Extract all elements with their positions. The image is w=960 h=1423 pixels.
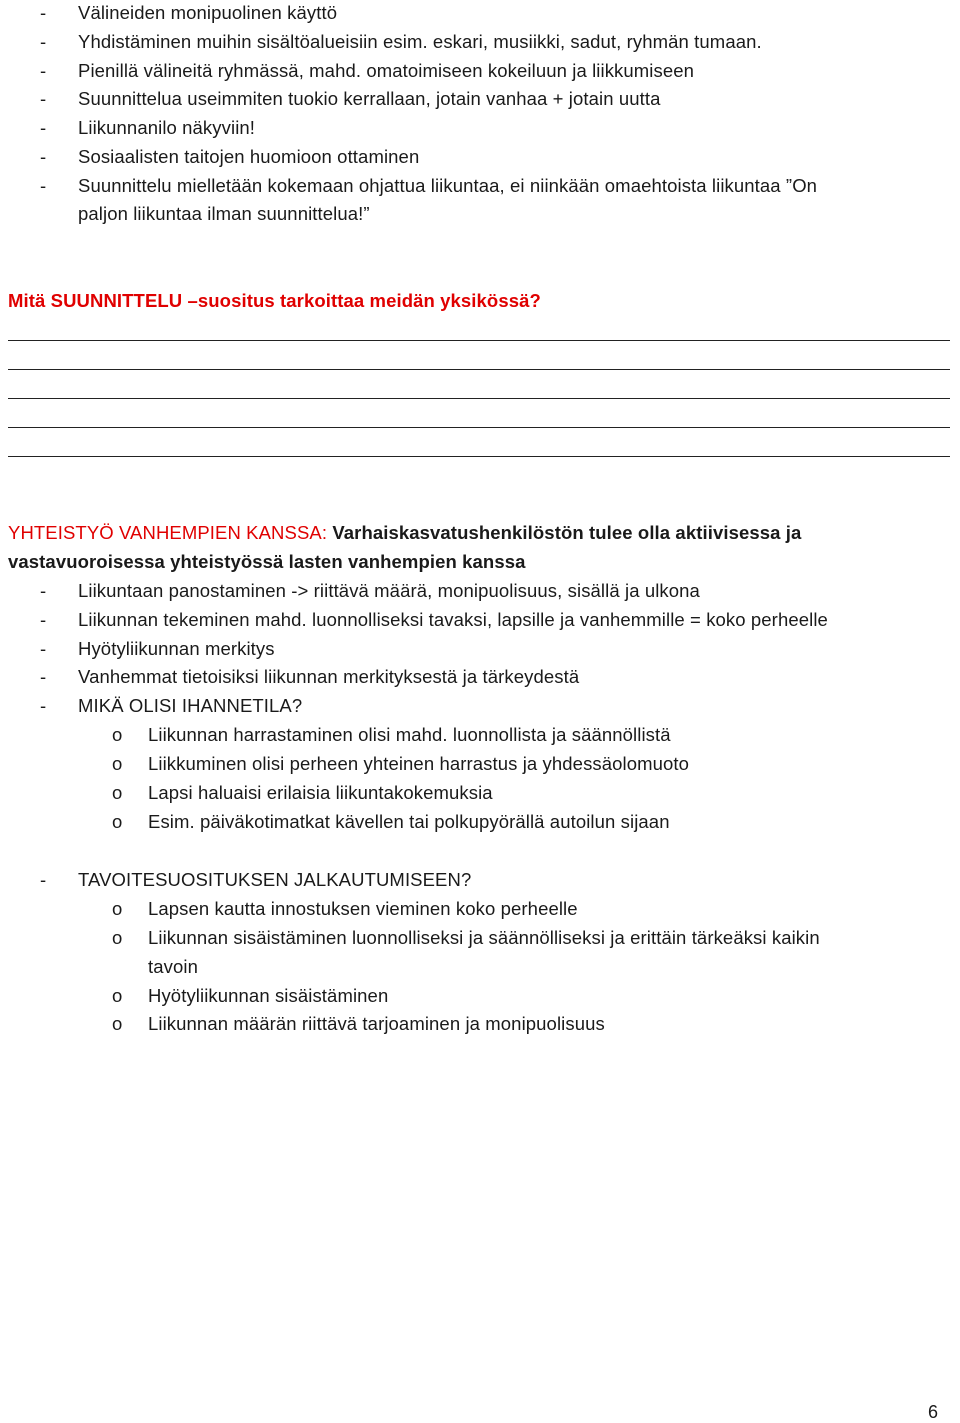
bullet-marker: o	[112, 898, 123, 919]
cooperation-label: YHTEISTYÖ VANHEMPIEN KANSSA:	[8, 522, 328, 543]
cooperation-intro	[8, 522, 801, 544]
question-heading: Mitä SUUNNITTELU –suositus tarkoittaa meidän yksikössä?	[8, 290, 541, 311]
list-item-text: Välineiden monipuolinen käyttö	[78, 2, 338, 23]
list-item-text: Yhdistäminen muihin sisältöalueisiin esim. eskari, musiikki, sadut, ryhmän tumaan.	[78, 31, 762, 52]
sub-list-item-text: tavoin	[148, 956, 198, 977]
dash-marker: -	[40, 88, 47, 109]
list-item-text: Liikunnanilo näkyviin!	[78, 117, 256, 138]
sub-list-item-text: Esim. päiväkotimatkat kävellen tai polkupyörällä autoilun sijaan	[148, 811, 670, 832]
sub-list-item-text: Liikunnan määrän riittävä tarjoaminen ja monipuolisuus	[148, 1013, 605, 1034]
list-item-text: Suunnittelu mielletään kokemaan ohjattua liikuntaa, ei niinkään omaehtoista liikuntaa ”On	[78, 175, 818, 196]
dash-marker: -	[40, 175, 47, 196]
list-item-text: MIKÄ OLISI IHANNETILA?	[78, 695, 303, 716]
list-item-text: TAVOITESUOSITUKSEN JALKAUTUMISEEN?	[78, 869, 472, 890]
answer-line	[8, 340, 950, 341]
list-item-text: Pienillä välineitä ryhmässä, mahd. omatoimiseen kokeiluun ja liikkumiseen	[78, 60, 695, 81]
list-item-text: Liikuntaan panostaminen -> riittävä määrä, monipuolisuus, sisällä ja ulkona	[78, 580, 700, 601]
bullet-marker: o	[112, 782, 123, 803]
answer-line	[8, 427, 950, 428]
dash-marker: -	[40, 146, 47, 167]
sub-list-item-text: Lapsi haluaisi erilaisia liikuntakokemuksia	[148, 782, 493, 803]
dash-marker: -	[40, 869, 47, 890]
dash-marker: -	[40, 695, 47, 716]
dash-marker: -	[40, 666, 47, 687]
bullet-marker: o	[112, 811, 123, 832]
dash-marker: -	[40, 31, 47, 52]
sub-list-item-text: Liikunnan harrastaminen olisi mahd. luonnollista ja säännöllistä	[148, 724, 671, 745]
sub-list-item-text: Lapsen kautta innostuksen vieminen koko perheelle	[148, 898, 578, 919]
bullet-marker: o	[112, 927, 123, 948]
dash-marker: -	[40, 609, 47, 630]
list-item-text: Suunnittelua useimmiten tuokio kerrallaan, jotain vanhaa + jotain uutta	[78, 88, 661, 109]
bullet-marker: o	[112, 1013, 123, 1034]
list-item-text: Vanhemmat tietoisiksi liikunnan merkityksestä ja tärkeydestä	[78, 666, 580, 687]
dash-marker: -	[40, 580, 47, 601]
answer-line	[8, 398, 950, 399]
list-item-text: paljon liikuntaa ilman suunnittelua!”	[78, 203, 370, 224]
bullet-marker: o	[112, 724, 123, 745]
answer-line	[8, 369, 950, 370]
list-item-text: Liikunnan tekeminen mahd. luonnolliseksi tavaksi, lapsille ja vanhemmille = koko perheelle	[78, 609, 828, 630]
bullet-marker: o	[112, 985, 123, 1006]
cooperation-intro-continuation: vastavuoroisessa yhteistyössä lasten vanhempien kanssa	[8, 551, 526, 572]
answer-line	[8, 456, 950, 457]
dash-marker: -	[40, 117, 47, 138]
dash-marker: -	[40, 638, 47, 659]
sub-list-item-text: Hyötyliikunnan sisäistäminen	[148, 985, 389, 1006]
cooperation-intro-text: Varhaiskasvatushenkilöstön tulee olla aktiivisessa ja	[327, 522, 802, 543]
dash-marker: -	[40, 60, 47, 81]
dash-marker: -	[40, 2, 47, 23]
sub-list-item-text: Liikkuminen olisi perheen yhteinen harrastus ja yhdessäolomuoto	[148, 753, 690, 774]
sub-list-item-text: Liikunnan sisäistäminen luonnolliseksi ja säännölliseksi ja erittäin tärkeäksi kaikin	[148, 927, 820, 948]
list-item-text: Sosiaalisten taitojen huomioon ottaminen	[78, 146, 420, 167]
page-number: 6	[927, 1402, 938, 1422]
bullet-marker: o	[112, 753, 123, 774]
list-item-text: Hyötyliikunnan merkitys	[78, 638, 275, 659]
